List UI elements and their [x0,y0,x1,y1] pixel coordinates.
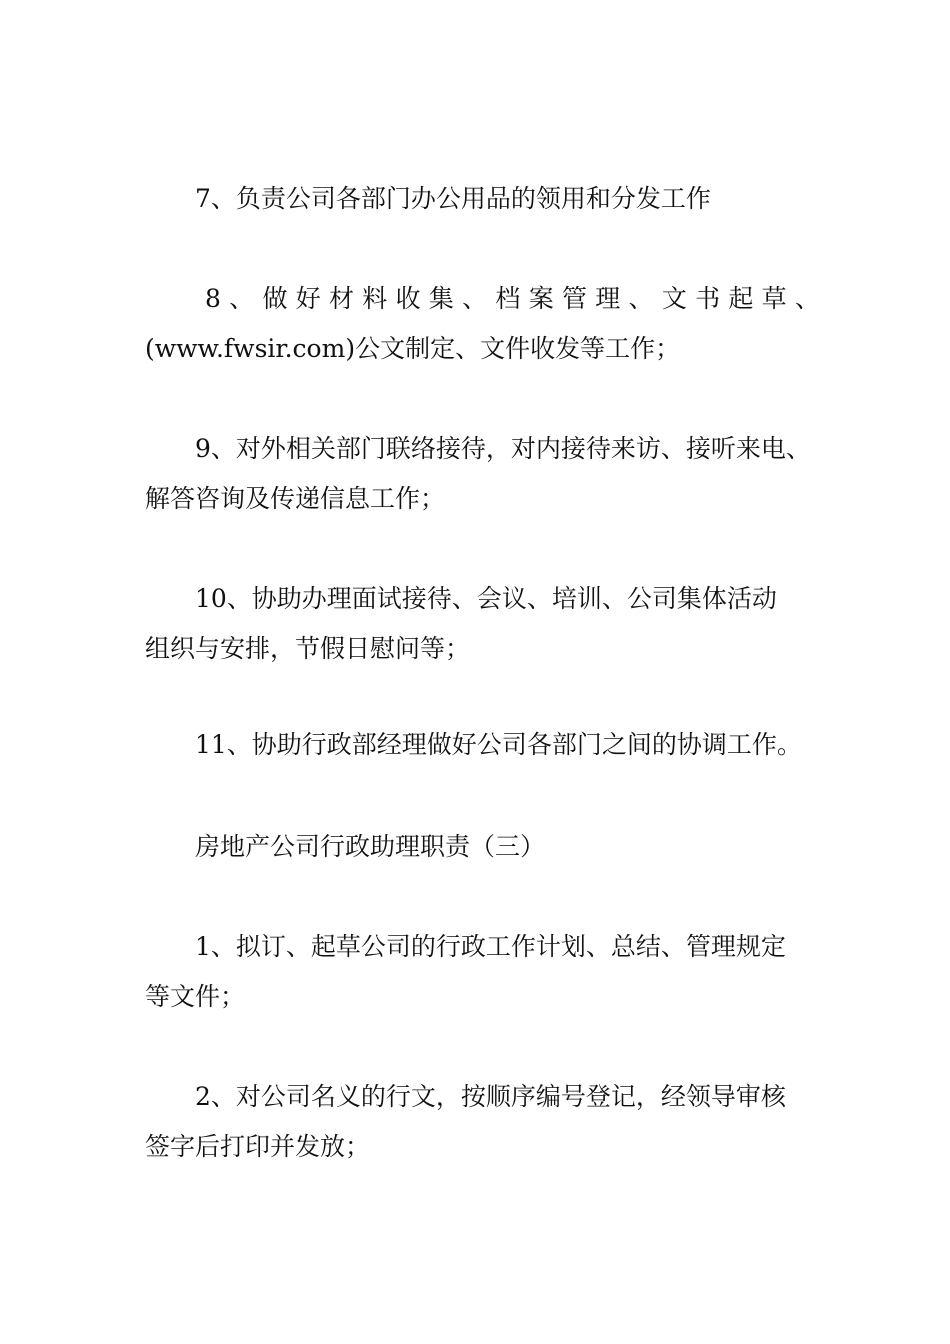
spaced-char: 集 [428,284,454,313]
spaced-char: 、 [794,284,820,313]
paragraph-item-2 [145,1072,825,1172]
spaced-char: 材 [329,284,355,313]
paragraph-item-9 [145,424,825,524]
paragraph-line: 1、拟订、起草公司的行政工作计划、总结、管理规定 [195,932,786,961]
spaced-char: 、 [628,284,654,313]
spaced-char: 管 [561,284,587,313]
spaced-char: 书 [695,284,721,313]
paragraph-line-spaced [145,274,820,324]
paragraph-item-1 [145,922,825,1022]
paragraph-line: 10、协助办理面试接待、会议、培训、公司集体活动 [195,584,777,613]
spaced-char: 文 [661,284,687,313]
paragraph-item-10 [145,574,825,674]
paragraph-line: 9、对外相关部门联络接待，对内接待来访、接听来电、 [195,434,811,463]
spaced-char: 案 [528,284,554,313]
paragraph-line: 组织与安排，节假日慰问等； [145,634,471,663]
spaced-char: 、 [229,284,255,313]
paragraph-item-7 [145,174,825,224]
spaced-char: 理 [595,284,621,313]
paragraph-item-11 [145,720,825,770]
paragraph-line: 7、负责公司各部门办公用品的领用和分发工作 [195,184,711,213]
paragraph-item-8 [145,274,825,374]
paragraph-line: 等文件； [145,982,246,1011]
spaced-char: 起 [728,284,754,313]
spaced-char: 做 [262,284,288,313]
paragraph-line: 11、协助行政部经理做好公司各部门之间的协调工作。 [195,730,802,759]
spaced-char: 草 [761,284,787,313]
spaced-char: 、 [462,284,488,313]
section-heading-text: 房地产公司行政助理职责（三） [195,832,546,861]
paragraph-line: 解答咨询及传递信息工作； [145,484,446,513]
paragraph-line: (www.fwsir.com)公文制定、文件收发等工作； [145,334,681,363]
spaced-char: 档 [495,284,521,313]
paragraph-line: 签字后打印并发放； [145,1132,371,1161]
spaced-char: 收 [395,284,421,313]
paragraph-line: 2、对公司名义的行文，按顺序编号登记，经领导审核 [195,1082,786,1111]
spaced-char: 料 [362,284,388,313]
spaced-char: 好 [295,284,321,313]
spaced-char: 8 [205,284,221,313]
section-heading [145,822,825,872]
